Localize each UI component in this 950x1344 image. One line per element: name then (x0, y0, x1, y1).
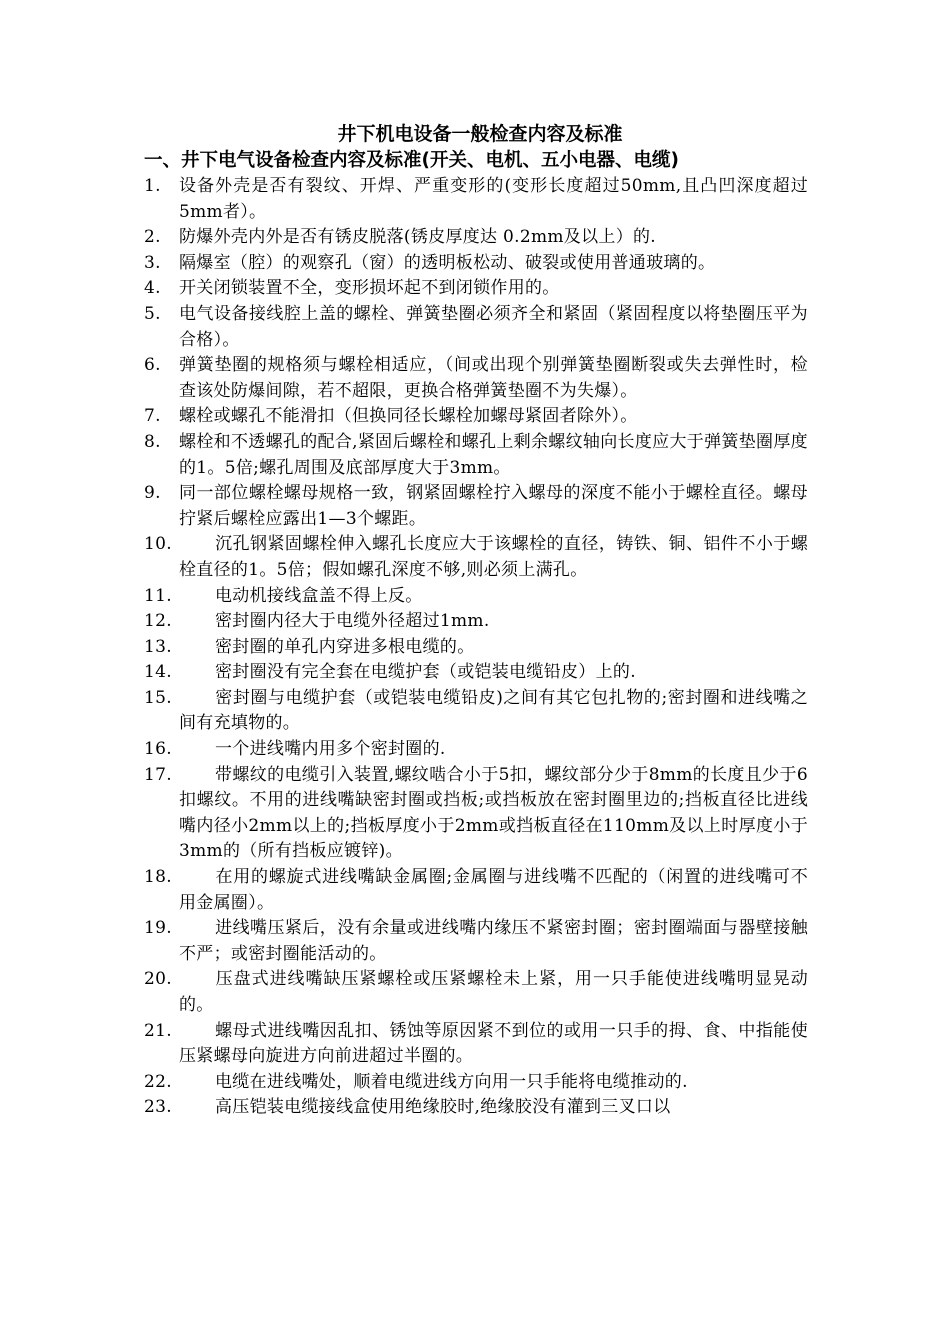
item-number: 10. (144, 534, 172, 555)
item-text: 电动机接线盒盖不得上反。 (215, 585, 423, 606)
list-item (144, 609, 808, 635)
list-item (144, 532, 808, 583)
list-item (144, 1070, 808, 1096)
list-item (144, 967, 808, 1018)
item-text: 电缆在进线嘴处，顺着电缆进线方向用一只手能将电缆推动的. (215, 1071, 688, 1092)
list-item (144, 584, 808, 610)
item-number: 16. (144, 739, 172, 760)
item-text: 开关闭锁装置不全，变形损坏起不到闭锁作用的。 (179, 278, 560, 299)
item-number: 11. (144, 585, 172, 606)
list-item (144, 430, 808, 481)
item-text: 高压铠装电缆接线盒使用绝缘胶时,绝缘胶没有灌到三叉口以 (215, 1097, 671, 1118)
item-text: 压盘式进线嘴缺压紧螺栓或压紧螺栓未上紧，用一只手能使进线嘴明显晃动的。 (179, 969, 808, 1015)
item-number: 17. (144, 764, 172, 785)
list-item (144, 1095, 808, 1121)
section-heading: 一、井下电气设备检查内容及标准(开关、电机、五小电器、电缆) (144, 150, 679, 171)
list-item (144, 660, 808, 686)
list-item (144, 276, 808, 302)
item-number: 14. (144, 662, 172, 683)
item-text: 密封圈内径大于电缆外径超过1mm. (215, 611, 490, 632)
item-number: 13. (144, 636, 172, 657)
list-item (144, 1019, 808, 1070)
item-number: 18. (144, 867, 172, 888)
list-item (144, 865, 808, 916)
item-number: 2. (144, 227, 161, 248)
item-text: 防爆外壳内外是否有锈皮脱落(锈皮厚度达 0.2mm及以上）的. (179, 227, 657, 248)
item-text: 密封圈没有完全套在电缆护套（或铠装电缆铅皮）上的. (215, 662, 636, 683)
inspection-list (144, 174, 808, 1121)
list-item (144, 174, 808, 225)
item-number: 23. (144, 1097, 172, 1118)
item-number: 7. (144, 406, 161, 427)
item-number: 19. (144, 918, 172, 939)
item-number: 15. (144, 687, 172, 708)
list-item (144, 353, 808, 404)
item-number: 20. (144, 969, 172, 990)
list-item (144, 916, 808, 967)
item-text: 带螺纹的电缆引入装置,螺纹啮合小于5扣，螺纹部分少于8mm的长度且少于6扣螺纹。不用的进线嘴缺密封圈或挡板;或挡板放在密封圈里边的;挡板直径比进线嘴内径小2mm以上的;挡板厚度小于2mm或挡板直径在110mm及以上时厚度小于3mm的（所有挡板应镀锌)。 (179, 764, 808, 862)
item-number: 6. (144, 355, 161, 376)
item-text: 隔爆室（腔）的观察孔（窗）的透明板松动、破裂或使用普通玻璃的。 (179, 252, 716, 273)
list-item (144, 635, 808, 661)
item-number: 1. (144, 176, 161, 196)
list-item (144, 686, 808, 737)
list-item (144, 763, 808, 865)
list-item (144, 225, 808, 251)
item-text: 同一部位螺栓螺母规格一致，钢紧固螺栓拧入螺母的深度不能小于螺栓直径。螺母拧紧后螺栓应露出1—3个螺距。 (179, 483, 808, 529)
item-text: 一个进线嘴内用多个密封圈的. (215, 739, 446, 760)
item-number: 4. (144, 278, 161, 299)
item-number: 9. (144, 483, 161, 504)
item-text: 螺栓或螺孔不能滑扣（但换同径长螺栓加螺母紧固者除外）。 (179, 406, 638, 427)
list-item (144, 302, 808, 353)
item-number: 8. (144, 431, 161, 452)
item-number: 22. (144, 1071, 172, 1092)
item-text: 电气设备接线腔上盖的螺栓、弹簧垫圈必须齐全和紧固（紧固程度以将垫圈压平为合格）。 (179, 303, 808, 350)
item-text: 沉孔钢紧固螺栓伸入螺孔长度应大于该螺栓的直径，铸铁、铜、铝件不小于螺栓直径的1。5倍；假如螺孔深度不够,则必须上满孔。 (179, 534, 808, 580)
list-item (144, 481, 808, 532)
item-number: 5. (144, 303, 161, 324)
list-item (144, 251, 808, 277)
document-title: 井下机电设备一般检查内容及标准 (337, 123, 623, 145)
list-item (144, 404, 808, 430)
item-number: 3. (144, 252, 161, 273)
document-page (144, 120, 808, 1121)
item-text: 螺母式进线嘴因乱扣、锈蚀等原因紧不到位的或用一只手的拇、食、中指能使压紧螺母向旋进方向前进超过半圈的。 (179, 1020, 808, 1067)
item-text: 密封圈的单孔内穿进多根电缆的。 (215, 636, 475, 657)
item-text: 设备外壳是否有裂纹、开焊、严重变形的(变形长度超过50mm,且凸凹深度超过5mm者）。 (179, 176, 808, 222)
item-text: 螺栓和不透螺孔的配合,紧固后螺栓和螺孔上剩余螺纹轴向长度应大于弹簧垫圈厚度的1。5倍;螺孔周围及底部厚度大于3mm。 (179, 431, 808, 478)
item-number: 12. (144, 611, 172, 632)
item-text: 弹簧垫圈的规格须与螺栓相适应，（间或出现个别弹簧垫圈断裂或失去弹性时，检查该处防爆间隙，若不超限，更换合格弹簧垫圈不为失爆）。 (179, 355, 808, 401)
item-text: 进线嘴压紧后，没有余量或进线嘴内缘压不紧密封圈；密封圈端面与器壁接触不严；或密封圈能活动的。 (179, 918, 808, 964)
item-text: 密封圈与电缆护套（或铠装电缆铅皮)之间有其它包扎物的;密封圈和进线嘴之间有充填物的。 (179, 687, 808, 734)
item-text: 在用的螺旋式进线嘴缺金属圈;金属圈与进线嘴不匹配的（闲置的进线嘴可不用金属圈）。 (179, 867, 808, 913)
list-item (144, 737, 808, 763)
item-number: 21. (144, 1020, 172, 1041)
